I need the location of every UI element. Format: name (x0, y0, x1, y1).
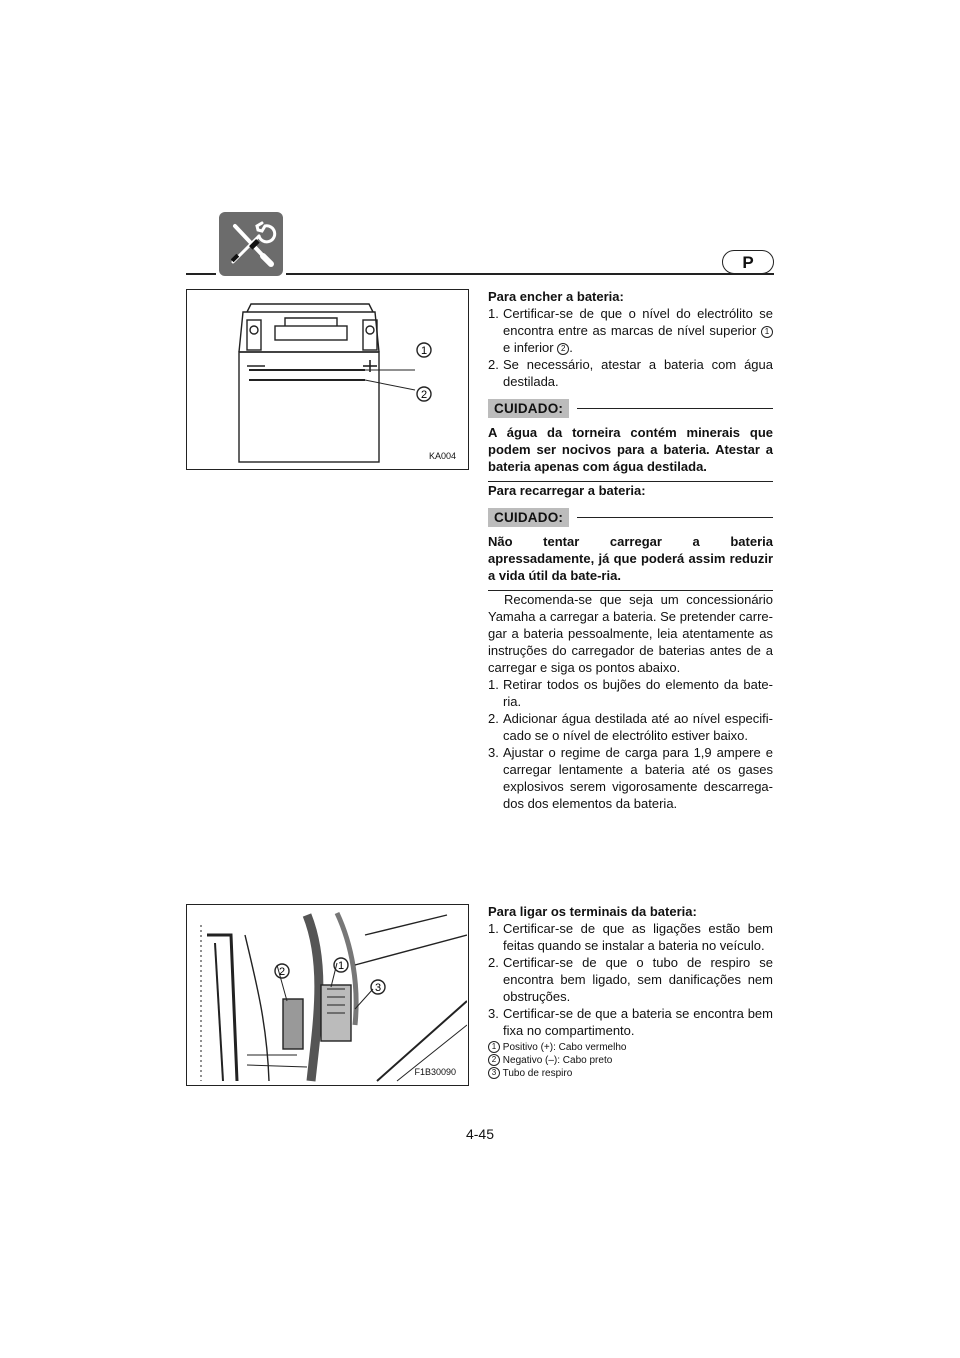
caution-banner-1 (488, 399, 773, 418)
legend-item-2: 2 Negativo (–): Cabo preto (488, 1054, 773, 1067)
recharge-step-3: 3. Ajustar o regime de carga para 1,9 ampere e carregar lentamente a bateria até os gases explosivos serem vigorosamente descarrega-dos dos elementos da bateria. (488, 745, 773, 811)
caution-text-2: Não tentar carregar a bateria apressadamente, já que poderá assim reduzir a vida útil da bate-ria. (488, 533, 773, 591)
connect-step-1: 1. Certificar-se de que as ligações estão bem feitas quando se instalar a bateria no veículo. (488, 921, 773, 953)
figure2-callout-3: 3 (374, 982, 382, 994)
caution-label: CUIDADO: (488, 399, 569, 418)
battery-illustration (187, 290, 467, 468)
figure1-code: KA004 (428, 451, 456, 461)
battery-figure (186, 289, 469, 470)
figure2-callout-1: 1 (337, 960, 345, 972)
figure1-callout-2: 2 (420, 389, 428, 401)
caution-text-1: A água da torneira contém minerais que podem ser nocivos para a bateria. Atestar a bateria apenas com água destilada. (488, 424, 773, 482)
content-column-top (488, 288, 773, 812)
caution-banner-2 (488, 508, 773, 527)
content-column-bottom (488, 903, 773, 1080)
header-rule-left (186, 273, 216, 275)
figure2-callout-2: 2 (278, 966, 286, 978)
connect-heading: Para ligar os terminais da bateria: (488, 904, 697, 919)
legend-item-3: 3 Tubo de respiro (488, 1067, 773, 1080)
language-badge: P (722, 250, 774, 274)
caution-label: CUIDADO: (488, 508, 569, 527)
wrench-screwdriver-icon (219, 212, 283, 276)
legend-item-1: 1 Positivo (+): Cabo vermelho (488, 1041, 773, 1054)
battery-installed-illustration (187, 905, 467, 1084)
recharge-paragraph: Recomenda-se que seja um concessionário Yamaha a carregar a bateria. Se pretender carre-gar a bateria pessoalmente, leia atentamente as instruções do carregador de baterias antes de a carregar e siga os pontos abaixo. (488, 592, 773, 675)
recharge-step-1: 1. Retirar todos os bujões do elemento da bate-ria. (488, 677, 773, 709)
ref-circle-1: 1 (761, 326, 773, 338)
figure2-code: F1B30090 (414, 1067, 456, 1077)
recharge-step-2: 2. Adicionar água destilada até ao nível especifi-cado se o nível de electrólito estiver baixo. (488, 711, 773, 743)
fill-step-1: 1. Certificar-se de que o nível do electrólito se encontra entre as marcas de nível superior 1 e inferior 2 . (488, 306, 773, 355)
figure1-callout-1: 1 (420, 345, 428, 357)
connect-step-2: 2. Certificar-se de que o tubo de respiro se encontra bem ligado, sem danificações nem obstruções. (488, 955, 773, 1004)
recharge-heading: Para recarregar a bateria: (488, 483, 646, 498)
header-rule-right (286, 273, 774, 275)
page-number: 4-45 (465, 1126, 495, 1142)
ref-circle-2: 2 (557, 343, 569, 355)
battery-installed-figure (186, 904, 469, 1086)
connect-step-3: 3. Certificar-se de que a bateria se encontra bem fixa no compartimento. (488, 1006, 773, 1038)
fill-step-2: 2. Se necessário, atestar a bateria com água destilada. (488, 357, 773, 389)
fill-heading: Para encher a bateria: (488, 289, 624, 304)
